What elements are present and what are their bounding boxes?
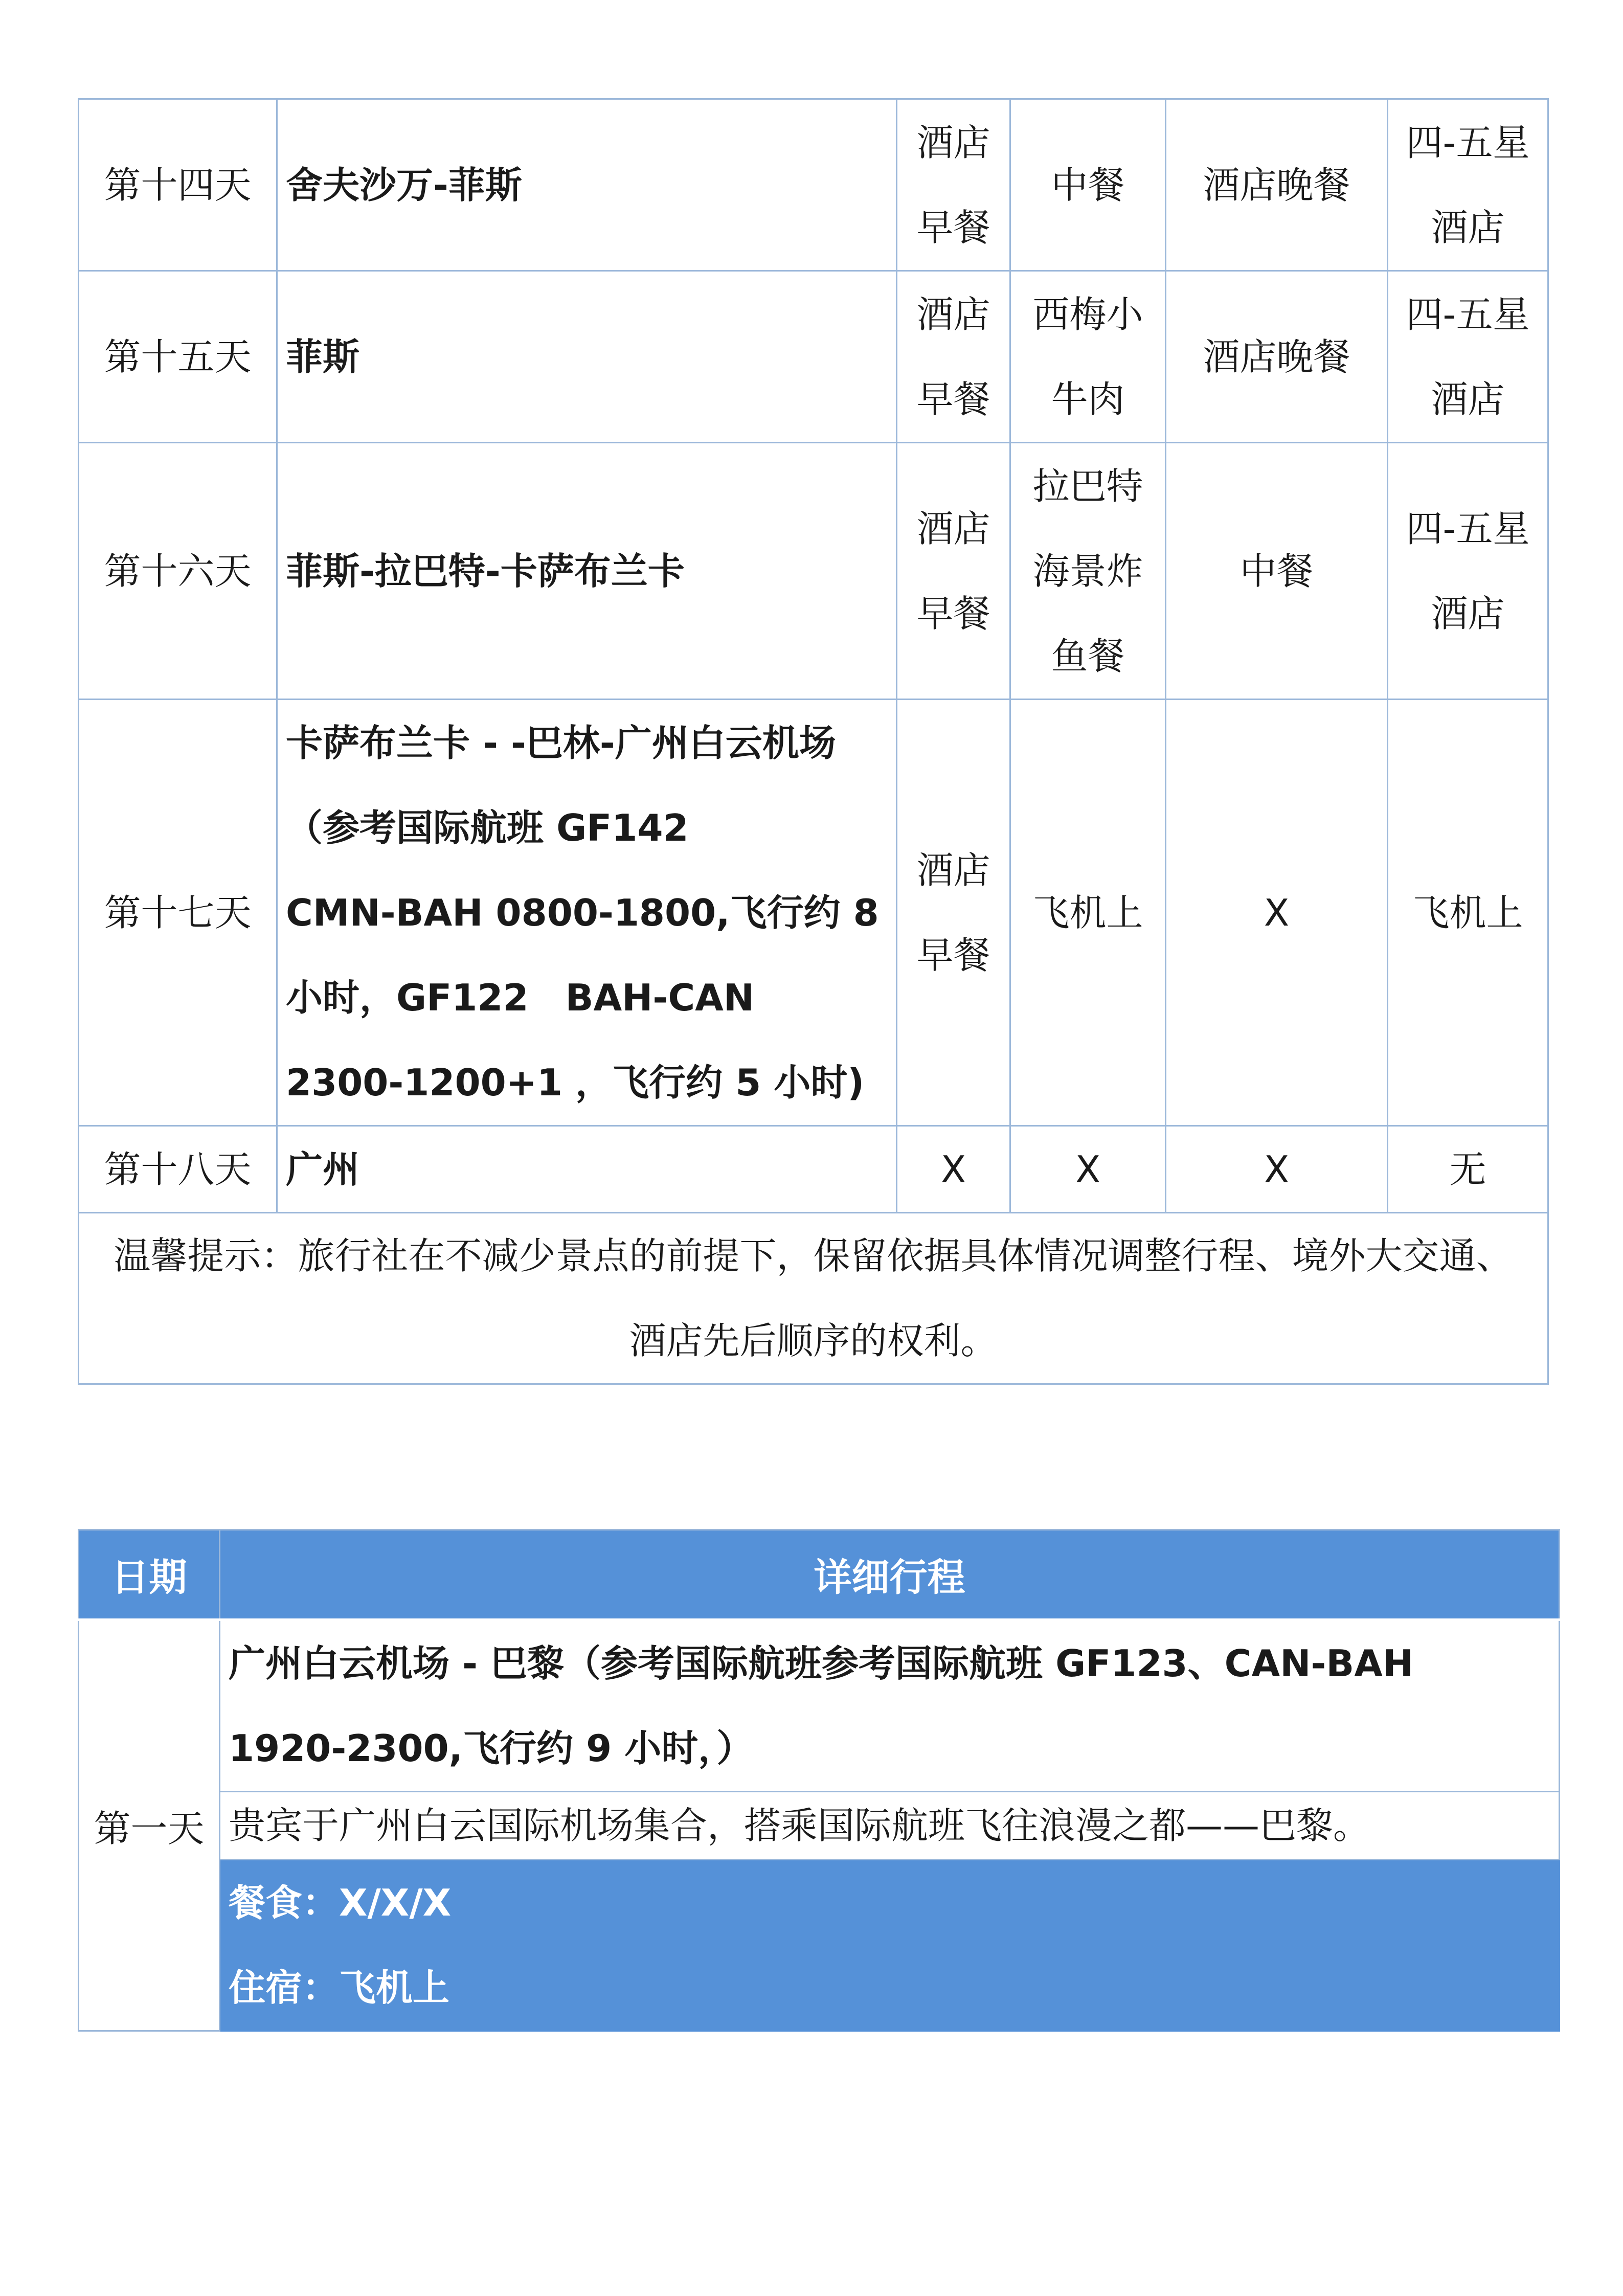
breakfast-cell: 酒店 早餐	[897, 99, 1010, 271]
route-line: 舍夫沙万-菲斯	[286, 163, 522, 207]
summary-row	[79, 443, 1548, 700]
route-cell	[277, 700, 897, 1126]
hotel-cell: 飞机上	[1388, 700, 1548, 1126]
hotel-cell: 四-五星 酒店	[1388, 271, 1548, 443]
route-cell	[277, 271, 897, 443]
route-line: 菲斯	[286, 335, 360, 378]
summary-row	[79, 1126, 1548, 1213]
day-cell: 第十五天	[79, 271, 277, 443]
route-line: 菲斯-拉巴特-卡萨布兰卡	[286, 549, 685, 593]
lunch-cell: 拉巴特 海景炸 鱼餐	[1010, 443, 1166, 700]
breakfast-cell: 酒店 早餐	[897, 443, 1010, 700]
route-line: （参考国际航班 GF142	[286, 806, 689, 849]
route-line: 小时，GF122 BAH-CAN	[286, 976, 755, 1019]
tip-line: 温馨提示：旅行社在不减少景点的前提下，保留依据具体情况调整行程、境外大交通、	[114, 1234, 1513, 1277]
day-route-title	[220, 1620, 1560, 1792]
dinner-cell: 酒店晚餐	[1166, 99, 1388, 271]
route-cell	[277, 443, 897, 700]
day-label: 第一天	[79, 1620, 220, 2031]
route-line: 卡萨布兰卡 - -巴林-广州白云机场	[286, 721, 836, 764]
lodging-info: 住宿：飞机上	[229, 1966, 450, 2009]
route-title-line-2: 1920-2300,飞行约 9 小时，）	[229, 1727, 754, 1770]
itinerary-summary-table	[78, 98, 1549, 1385]
summary-row	[79, 700, 1548, 1126]
meals-info: 餐食：X/X/X	[229, 1881, 452, 1924]
lunch-cell: 中餐	[1010, 99, 1166, 271]
breakfast-cell: 酒店 早餐	[897, 271, 1010, 443]
summary-row	[79, 99, 1548, 271]
day-cell: 第十七天	[79, 700, 277, 1126]
lunch-cell: 西梅小 牛肉	[1010, 271, 1166, 443]
breakfast-cell: X	[897, 1126, 1010, 1213]
lunch-cell: 飞机上	[1010, 700, 1166, 1126]
detailed-itinerary-table	[78, 1529, 1560, 2032]
day-cell: 第十四天	[79, 99, 277, 271]
breakfast-cell: 酒店 早餐	[897, 700, 1010, 1126]
tip-row	[79, 1213, 1548, 1384]
route-cell	[277, 1126, 897, 1213]
route-line: 广州	[286, 1147, 360, 1191]
hotel-cell: 无	[1388, 1126, 1548, 1213]
lunch-cell: X	[1010, 1126, 1166, 1213]
dinner-cell: 酒店晚餐	[1166, 271, 1388, 443]
meals-lodging-box	[220, 1860, 1560, 2031]
route-title-line-1: 广州白云机场 - 巴黎（参考国际航班参考国际航班 GF123、CAN-BAH	[229, 1642, 1414, 1685]
header-itinerary: 详细行程	[220, 1530, 1560, 1620]
travel-tip	[79, 1213, 1548, 1384]
hotel-cell: 四-五星 酒店	[1388, 99, 1548, 271]
day-description: 贵宾于广州白云国际机场集合，搭乘国际航班飞往浪漫之都——巴黎。	[220, 1792, 1560, 1860]
route-cell	[277, 99, 897, 271]
hotel-cell: 四-五星 酒店	[1388, 443, 1548, 700]
day-cell: 第十八天	[79, 1126, 277, 1213]
header-date: 日期	[79, 1530, 220, 1620]
summary-row	[79, 271, 1548, 443]
dinner-cell: X	[1166, 1126, 1388, 1213]
dinner-cell: X	[1166, 700, 1388, 1126]
route-line: 2300-1200+1 ，飞行约 5 小时)	[286, 1061, 865, 1104]
dinner-cell: 中餐	[1166, 443, 1388, 700]
day-cell: 第十六天	[79, 443, 277, 700]
tip-line: 酒店先后顺序的权利。	[629, 1319, 998, 1362]
route-line: CMN-BAH 0800-1800,飞行约 8	[286, 891, 879, 934]
